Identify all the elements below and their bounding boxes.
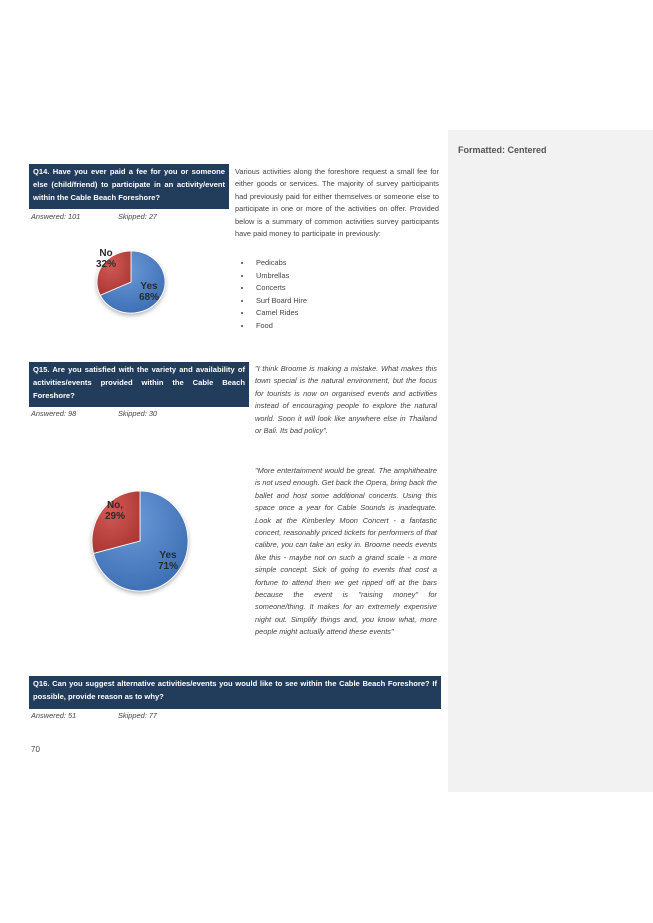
q14-yes-pct: 68%: [139, 292, 160, 303]
q14-no-label: [96, 248, 116, 270]
q15-question: Q15. Are you satisfied with the variety and availability of activities/events provided within the Cable Beach Foreshore?: [29, 362, 249, 407]
q15-no-label: [105, 500, 125, 522]
q15-quote-1: "I think Broome is making a mistake. What makes this town special is the natural environment, but the focus for tourists is now on organised events and activities instead of encouraging people to explore the natural world. Soon it will look like anywhere else in Thailand or Bali. Its bad policy".: [255, 364, 437, 436]
q14-no-pct: 32%: [96, 259, 117, 270]
q15-yes-pct: 71%: [158, 561, 179, 572]
q14-no-text: No: [99, 248, 113, 259]
q14-activity-list: [238, 257, 307, 333]
list-item: • Concerts: [252, 282, 307, 295]
page-number: 70: [31, 745, 40, 754]
q15-yes-text: Yes: [159, 550, 177, 561]
q15-no-text: No,: [106, 500, 124, 511]
q15-skipped: Skipped: 30: [118, 409, 158, 418]
list-item: • Pedicabs: [252, 257, 307, 270]
q14-yes-label: [139, 281, 159, 303]
list-item: • Surf Board Hire: [252, 295, 307, 308]
q15-yes-label: [158, 550, 178, 572]
q16-answered: Answered: 51: [31, 711, 77, 720]
q16-skipped: Skipped: 77: [118, 711, 158, 720]
q14-skipped: Skipped: 27: [118, 212, 158, 221]
q14-question: Q14. Have you ever paid a fee for you or someone else (child/friend) to participate in an activity/event within the Cable Beach Foreshore?: [29, 164, 229, 209]
q14-yes-text: Yes: [140, 281, 158, 292]
comment-formatted-label: Formatted: Centered: [458, 145, 547, 155]
q14-answered: Answered: 101: [31, 212, 81, 221]
list-item: • Umbrellas: [252, 270, 307, 283]
q16-question: Q16. Can you suggest alternative activities/events you would like to see within the Cable Beach Foreshore? If possible, provide reason as to why?: [29, 676, 441, 709]
q14-paragraph: Various activities along the foreshore request a small fee for either goods or services. The majority of survey participants had previously paid for either themselves or someone else to participate in one or more of the activities on offer. Provided below is a summary of common activities survey participants have paid money to participate in previously:: [235, 167, 439, 239]
list-item: • Camel Rides: [252, 307, 307, 320]
q15-no-pct: 29%: [105, 511, 126, 522]
q15-quote-2: "More entertainment would be great. The amphitheatre is not used enough. Get back the Opera, bring back the ballet and host some additional concerts. Using this space once a year for Cable Sounds is inadequate. Look at the Kimberley Moon Concert - a fantastic concert, reasonably priced tickets for performers of that calibre, you can take an esky in. Broome needs events like this - maybe not on such a grand scale - a more simple concept. Sick of going to events that cost a fortune to attend then we get ripped off at the bars because the event is "raising money" for someone/thing. It makes for an extremely expensive night out. Simplify things and, you know what, more people might actually attend these events": [255, 466, 437, 637]
list-item: • Food: [252, 320, 307, 333]
q15-answered: Answered: 98: [31, 409, 77, 418]
